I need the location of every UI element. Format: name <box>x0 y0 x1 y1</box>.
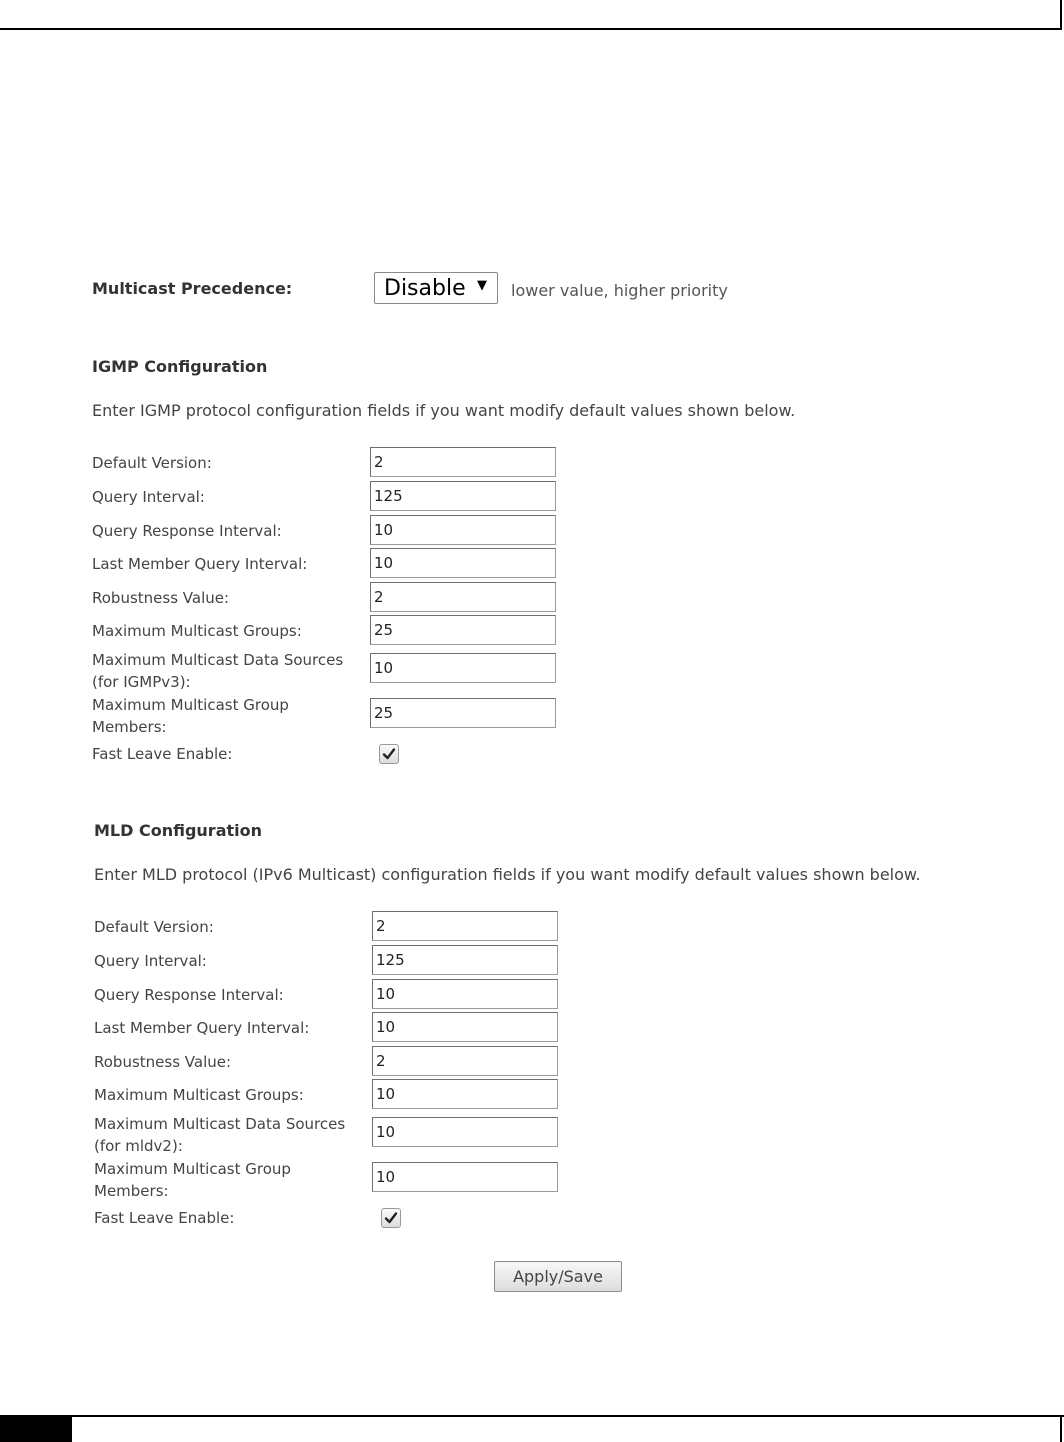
mld-fast-leave-label: Fast Leave Enable: <box>94 1209 235 1227</box>
page-number-tab <box>0 1417 72 1442</box>
apply-save-button[interactable]: Apply/Save <box>494 1261 622 1292</box>
multicast-precedence-label: Multicast Precedence: <box>92 279 293 298</box>
multicast-precedence-selected-value: Disable <box>384 275 466 301</box>
mld-query-interval-label: Query Interval: <box>94 952 207 970</box>
igmp-fast-leave-checkbox[interactable] <box>379 744 399 764</box>
igmp-default-version-label: Default Version: <box>92 454 212 472</box>
igmp-query-response-interval-input[interactable] <box>370 515 556 545</box>
page-bottom-right-edge <box>1060 1417 1062 1442</box>
igmp-robustness-value-input[interactable] <box>370 582 556 612</box>
mld-query-interval-input[interactable] <box>372 945 558 975</box>
page-bottom-border <box>0 1415 1064 1442</box>
mld-robustness-value-input[interactable] <box>372 1046 558 1076</box>
multicast-precedence-hint: lower value, higher priority <box>511 281 728 300</box>
multicast-precedence-select[interactable] <box>374 272 498 304</box>
mld-max-data-sources-label: Maximum Multicast Data Sources (for mldv2): <box>94 1115 346 1155</box>
igmp-max-multicast-groups-input[interactable] <box>370 615 556 645</box>
igmp-section-title: IGMP Configuration <box>92 357 268 376</box>
mld-section-description: Enter MLD protocol (IPv6 Multicast) configuration fields if you want modify default values shown below. <box>94 865 921 884</box>
igmp-query-interval-label: Query Interval: <box>92 488 205 506</box>
mld-query-response-interval-input[interactable] <box>372 979 558 1009</box>
igmp-max-group-members-input[interactable] <box>370 698 556 728</box>
igmp-query-interval-input[interactable] <box>370 481 556 511</box>
checkmark-icon <box>384 1211 398 1225</box>
igmp-max-data-sources-label: Maximum Multicast Data Sources (for IGMPv3): <box>92 651 344 691</box>
igmp-max-multicast-groups-label: Maximum Multicast Groups: <box>92 622 302 640</box>
igmp-fast-leave-label: Fast Leave Enable: <box>92 745 233 763</box>
igmp-section-description: Enter IGMP protocol configuration fields if you want modify default values shown below. <box>92 401 796 420</box>
igmp-last-member-query-interval-input[interactable] <box>370 548 556 578</box>
igmp-last-member-query-interval-label: Last Member Query Interval: <box>92 555 308 573</box>
igmp-max-data-sources-input[interactable] <box>370 653 556 683</box>
igmp-default-version-input[interactable] <box>370 447 556 477</box>
mld-section-title: MLD Configuration <box>94 821 262 840</box>
mld-max-data-sources-input[interactable] <box>372 1117 558 1147</box>
checkmark-icon <box>382 747 396 761</box>
page-top-border <box>0 0 1062 30</box>
igmp-max-group-members-label: Maximum Multicast Group Members: <box>92 696 289 736</box>
mld-max-group-members-label: Maximum Multicast Group Members: <box>94 1160 291 1200</box>
mld-last-member-query-interval-input[interactable] <box>372 1012 558 1042</box>
dropdown-arrow-icon: ▼ <box>477 278 487 293</box>
mld-default-version-input[interactable] <box>372 911 558 941</box>
mld-max-multicast-groups-label: Maximum Multicast Groups: <box>94 1086 304 1104</box>
mld-robustness-value-label: Robustness Value: <box>94 1053 232 1071</box>
igmp-configuration-section <box>92 357 992 777</box>
mld-default-version-label: Default Version: <box>94 918 214 936</box>
mld-last-member-query-interval-label: Last Member Query Interval: <box>94 1019 310 1037</box>
igmp-robustness-value-label: Robustness Value: <box>92 589 230 607</box>
mld-configuration-section <box>94 821 1034 1241</box>
mld-fast-leave-checkbox[interactable] <box>381 1208 401 1228</box>
igmp-query-response-interval-label: Query Response Interval: <box>92 522 282 540</box>
mld-query-response-interval-label: Query Response Interval: <box>94 986 284 1004</box>
mld-max-group-members-input[interactable] <box>372 1162 558 1192</box>
mld-max-multicast-groups-input[interactable] <box>372 1079 558 1109</box>
